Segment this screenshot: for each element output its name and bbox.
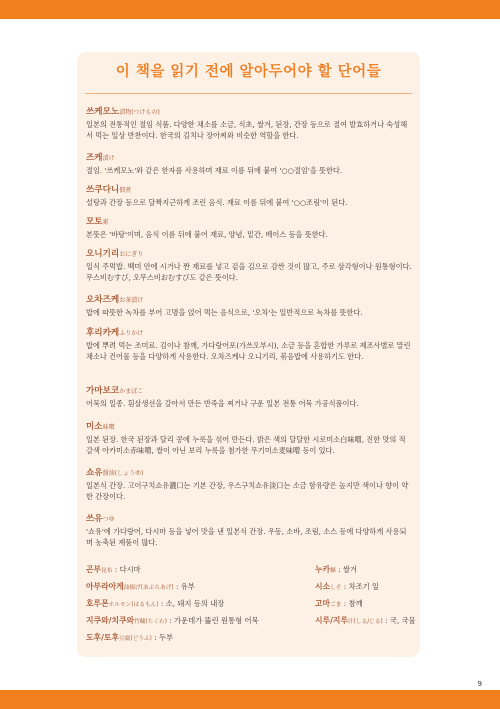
vocabulary-panel xyxy=(77,52,420,657)
entry-definition: '쇼유'에 가다랑어, 다시마 등을 넣어 맛을 낸 일본식 간장. 우동, 소바, 조림, 소스 등에 다양하게 사용되며 농축된 제품이 많다. xyxy=(86,527,407,548)
entry-tsukudani xyxy=(86,185,412,208)
entry-definition: 일식 주먹밥. 백미 안에 시거나 짠 재료를 넣고 겉을 김으로 감싼 것이 많고, 주로 삼각형이나 원통형이다. 무스비むすび, 오무스비おむすび도 같은 뜻이다. xyxy=(86,262,412,283)
page-title: 이 책을 읽기 전에 알아두어야 할 단어들 xyxy=(115,64,382,80)
entry-furikake xyxy=(86,328,412,363)
entry-definition: 일본 된장. 한국 된장과 달리 콩에 누룩을 섞어 만든다. 밝은 색의 달달한 시로미소白味噌, 진한 맛의 적갈색 아카미소赤味噌, 쌀이 아닌 보리 누룩을 첨가한 무기미소麦味噌 등이 있다. xyxy=(86,435,406,456)
entry-ochazuke xyxy=(86,295,412,318)
entry-term: 즈케漬け xyxy=(86,153,115,163)
entry-onigiri xyxy=(86,249,412,284)
entry-definition: 설탕과 간장 등으로 달짝지근하게 조린 음식. 재료 이름 뒤에 붙여 '○○조림'이 된다. xyxy=(86,198,348,207)
entry-term: 오차즈케お茶漬け xyxy=(86,295,144,305)
glossary-item-tofu: 도후/토후豆腐(どうふ) : 두부 xyxy=(86,633,174,642)
top-accent-bar xyxy=(0,0,500,19)
glossary-item-kombu: 곤부昆布 : 다시마 xyxy=(86,565,141,574)
entry-term: 오니기리おにぎり xyxy=(86,249,144,259)
entry-shoyu xyxy=(86,468,412,503)
entry-tsuyu xyxy=(86,514,412,549)
entry-term: 쓰유つゆ xyxy=(86,514,115,524)
glossary-item-horumon: 호루몬ホルモン(はるもん) : 소, 돼지 등의 내장 xyxy=(86,599,225,608)
entry-term: 후리카케ふりかけ xyxy=(86,328,144,338)
glossary-item-goma: 고마ごま : 참깨 xyxy=(315,599,363,608)
entry-term: 쓰쿠다니佃煮 xyxy=(86,185,132,195)
entry-definition: 어묵의 일종. 흰살생선을 갈아서 만든 반죽을 찌거나 구운 일본 전통 어묵 가공식품이다. xyxy=(86,399,359,408)
title-divider xyxy=(85,93,412,94)
entry-definition: 일본의 전통적인 절임 식품. 다양한 채소를 소금, 식초, 쌀겨, 된장, 간장 등으로 절여 발효하거나 숙성해서 먹는 일상 반찬이다. 한국의 김치나 장아찌와 비슷한 역할을 한다. xyxy=(86,120,408,141)
entry-term: 쇼유醤油(しょうゆ) xyxy=(86,468,144,478)
glossary-item-aburaage: 아부라아게油揚げ(あぶらあげ) : 유부 xyxy=(86,582,195,591)
glossary-item-nuka: 누카糠 : 쌀겨 xyxy=(315,565,357,574)
entry-term: 쓰케모노漬物(つけもの) xyxy=(86,107,160,117)
entry-zuke xyxy=(86,153,412,176)
glossary-item-chikuwa: 지쿠와/치쿠와竹輪(ちくわ) : 가운데가 뚫린 원통형 어묵 xyxy=(86,616,259,625)
glossary-item-shiso: 시소しそ : 차조기 잎 xyxy=(315,582,380,591)
entry-definition: 절임. '쓰케모노'와 같은 한자를 사용하며 재료 이름 뒤에 붙여 '○○절임'을 뜻한다. xyxy=(86,166,343,175)
entry-definition: 일본식 간장. 고이구치쇼유濃口는 기본 간장, 우스구치쇼유淡口는 소금 함유량은 높지만 색이나 향이 약한 간장이다. xyxy=(86,481,409,502)
entry-term: 미소味噌 xyxy=(86,422,115,432)
entry-tsukemono xyxy=(86,107,412,142)
entry-definition: 본뜻은 '바탕'이며, 음식 이름 뒤에 붙어 재료, 양념, 밑간, 베이스 등을 뜻한다. xyxy=(86,230,328,239)
entry-moto xyxy=(86,217,412,240)
entry-term: 가마보코かまぼこ xyxy=(86,386,144,396)
entry-kamaboko xyxy=(86,386,412,409)
bottom-accent-bar xyxy=(0,690,500,709)
entry-definition: 밥에 뿌려 먹는 조미료. 김이나 참깨, 가다랑어포(가쓰오부시), 소금 등을 혼합한 가루로 제조사별로 말린 채소나 건어물 등을 다양하게 사용한다. 오차즈케나 오니기리, 볶음밥에 사용하기도 한다. xyxy=(86,341,411,362)
entry-term: 모토素 xyxy=(86,217,109,227)
glossary-item-shiru: 시루/지루汁(しる/じる) : 국, 국물 xyxy=(315,616,416,625)
entry-miso xyxy=(86,422,412,457)
entry-definition: 밥에 따뜻한 녹차를 부어 고명을 얹어 먹는 음식으로, '오차'는 일반적으로 녹차를 뜻한다. xyxy=(86,308,363,317)
page-number: 9 xyxy=(477,680,482,688)
